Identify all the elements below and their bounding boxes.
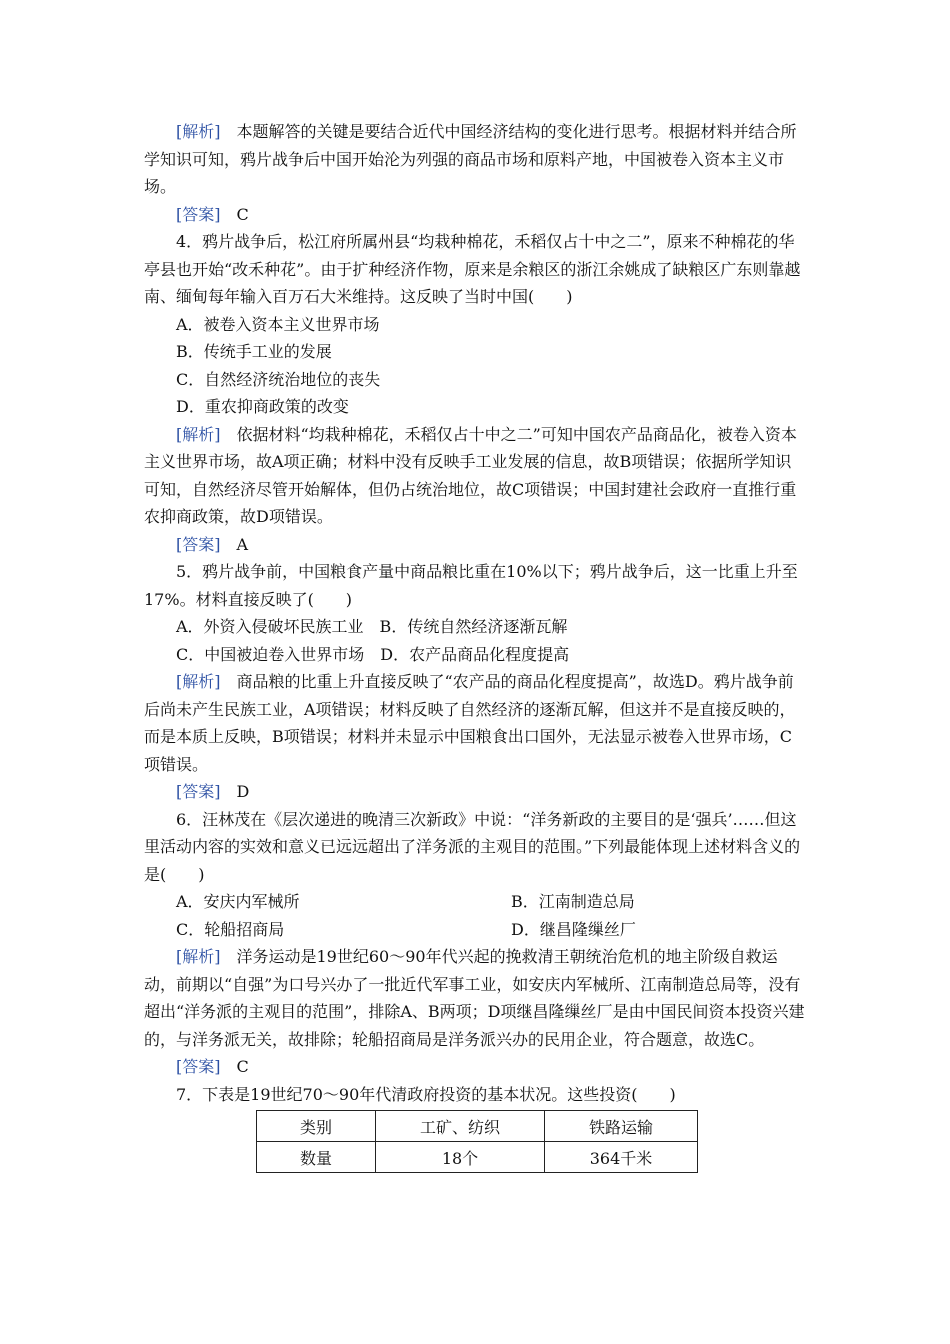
answer-tag: [答案]	[176, 782, 221, 801]
investment-table	[256, 1110, 698, 1173]
question-5-options-cd: C．中国被迫卷入世界市场 D．农产品商品化程度提高	[176, 644, 570, 664]
table-row	[257, 1142, 698, 1173]
table-cell: 数量	[257, 1142, 376, 1173]
analysis-block	[144, 943, 806, 1053]
table-header-row	[257, 1111, 698, 1142]
answer-tag: [答案]	[176, 534, 221, 554]
table-header-cell: 工矿、纺织	[376, 1111, 545, 1142]
analysis-text: 本题解答的关键是要结合近代中国经济结构的变化进行思考。根据材料并结合所学知识可知，鸦片战争后中国开始沦为列强的商品市场和原料产地，中国被卷入资本主义市场。	[144, 122, 797, 196]
answer-tag: [答案]	[176, 204, 221, 224]
question-4-option-c: C．自然经济统治地位的丧失	[176, 369, 381, 389]
table-cell: 18个	[376, 1142, 545, 1173]
question-4-option-d: D．重农抑商政策的改变	[176, 397, 349, 416]
question-5-options-ab: A．外资入侵破坏民族工业 B．传统自然经济逐渐瓦解	[176, 617, 568, 636]
table-header-cell: 铁路运输	[545, 1111, 698, 1142]
analysis-tag: [解析]	[176, 122, 221, 141]
question-4-option-b: B．传统手工业的发展	[176, 342, 332, 361]
analysis-block	[144, 118, 806, 201]
answer-text: C	[220, 1057, 249, 1076]
analysis-block	[144, 668, 806, 778]
answer-tag: [答案]	[176, 1057, 221, 1076]
question-6-option-b: B．江南制造总局	[511, 892, 635, 911]
analysis-block	[144, 421, 806, 531]
question-6-options-row	[144, 888, 806, 916]
answer-block	[144, 1053, 806, 1081]
question-6-option-a: A．安庆内军械所	[176, 892, 300, 911]
question-5-stem: 5．鸦片战争前，中国粮食产量中商品粮比重在10%以下；鸦片战争后，这一比重上升至17%。材料直接反映了( )	[144, 562, 798, 609]
analysis-text: 商品粮的比重上升直接反映了“农产品的商品化程度提高”，故选D。鸦片战争前后尚未产生民族工业，A项错误；材料反映了自然经济的逐渐瓦解，但这并不是直接反映的，而是本质上反映，B项错误；材料并未显示中国粮食出口国外，无法显示被卷入世界市场，C项错误。	[144, 672, 796, 774]
table-cell: 364千米	[545, 1142, 698, 1173]
document-body	[144, 118, 806, 1173]
answer-text: D	[220, 782, 250, 801]
analysis-tag: [解析]	[176, 947, 221, 966]
analysis-tag: [解析]	[176, 424, 221, 444]
table-header-cell: 类别	[257, 1111, 376, 1142]
analysis-text: 洋务运动是19世纪60～90年代兴起的挽救清王朝统治危机的地主阶级自救运动，前期以“自强”为口号兴办了一批近代军事工业，如安庆内军械所、江南制造总局等，没有超出“洋务派的主观目的范围”，排除A、B两项；D项继昌隆缫丝厂是由中国民间资本投资兴建的，与洋务派无关，故排除；轮船招商局是洋务派兴办的民用企业，符合题意，故选C。	[144, 947, 805, 1049]
answer-block	[144, 201, 806, 229]
question-6-stem: 6．汪林茂在《层次递进的晚清三次新政》中说：“洋务新政的主要目的是‘强兵’……但这里活动内容的实效和意义已远远超出了洋务派的主观目的范围。”下列最能体现上述材料含义的是( )	[144, 809, 801, 884]
analysis-text: 依据材料“均栽种棉花，禾稻仅占十中之二”可知中国农产品商品化，被卷入资本主义世界市场，故A项正确；材料中没有反映手工业发展的信息，故B项错误；依据所学知识可知，自然经济尽管开始解体，但仍占统治地位，故C项错误；中国封建社会政府一直推行重农抑商政策，故D项错误。	[144, 424, 797, 526]
answer-block	[144, 778, 806, 806]
question-4-option-a: A．被卷入资本主义世界市场	[176, 314, 380, 334]
answer-text: C	[220, 204, 249, 224]
analysis-tag: [解析]	[176, 672, 221, 691]
question-6-options-row	[144, 916, 806, 944]
answer-block	[144, 531, 806, 559]
question-4-stem: 4．鸦片战争后，松江府所属州县“均栽种棉花，禾稻仅占十中之二”，原来不种棉花的华亭县也开始“改禾种花”。由于扩种经济作物，原来是余粮区的浙江余姚成了缺粮区广东则靠越南、缅甸每年输入百万石大米维持。这反映了当时中国( )	[144, 232, 801, 306]
question-6-option-d: D．继昌隆缫丝厂	[511, 919, 636, 939]
question-7-stem: 7．下表是19世纪70～90年代清政府投资的基本状况。这些投资( )	[176, 1084, 676, 1104]
answer-text: A	[220, 534, 249, 554]
question-6-option-c: C．轮船招商局	[176, 919, 285, 939]
